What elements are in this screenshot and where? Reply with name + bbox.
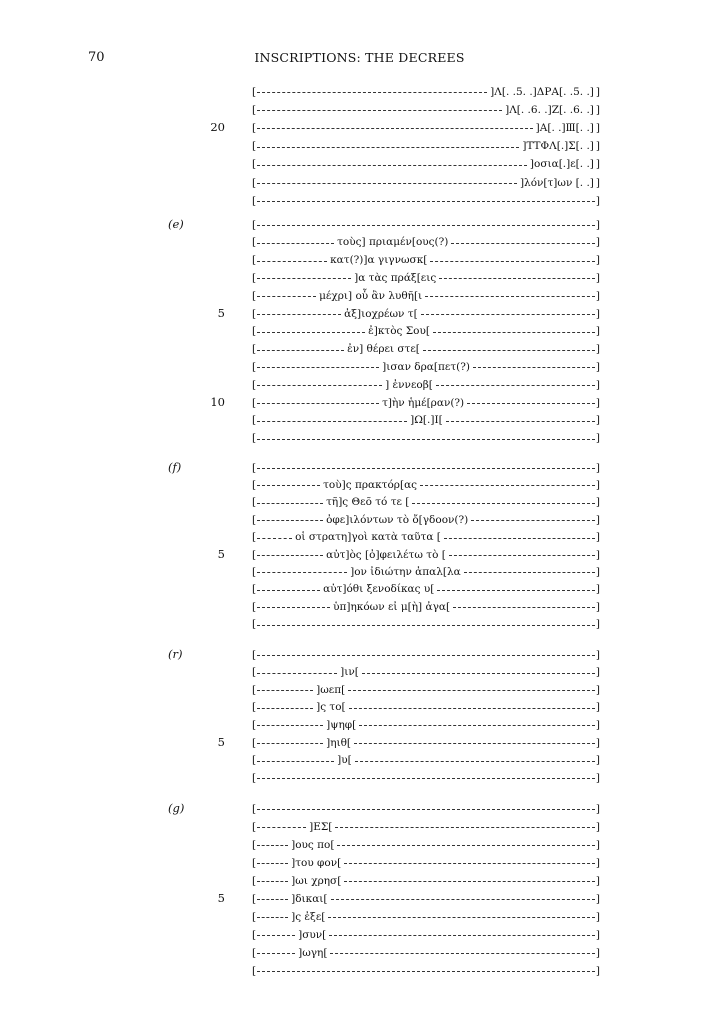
fragment-label: (f) bbox=[168, 460, 182, 474]
line-text: ]ς ἐξε[ bbox=[291, 910, 326, 923]
line-text: οἱ στρατη]γοὶ κατὰ ταῦτα [ bbox=[295, 531, 441, 544]
inscription-line: [ ]του φον[ ] bbox=[252, 856, 600, 869]
inscription-line: [ οἱ στρατη]γοὶ κατὰ ταῦτα [ ] bbox=[252, 531, 600, 544]
line-text: ]δικαι[ bbox=[291, 892, 328, 905]
inscription-line: [ ]ψηφ[ ] bbox=[252, 718, 600, 731]
line-text: ]ΕΣ[ bbox=[309, 820, 333, 833]
line-text: ]ον ἰδιώτην ἀπαλ[λα bbox=[350, 565, 461, 578]
line-text: ]Λ[. .5. .]ΔΡΑ[. .5. .] bbox=[490, 85, 594, 98]
inscription-line: [ τῆ]ς Θεõ τό τε [ ] bbox=[252, 496, 600, 509]
fragment-label: (r) bbox=[168, 647, 183, 661]
inscription-line: [ ] ἐννεοβ[ ] bbox=[252, 378, 600, 391]
line-text: ]οσια[.]ε[. .] bbox=[529, 158, 594, 171]
inscription-line: [ ] bbox=[252, 802, 600, 815]
running-title: INSCRIPTIONS: THE DECREES bbox=[254, 50, 465, 65]
inscription-line: [ ]ηιθ[ ] bbox=[252, 736, 600, 749]
inscription-line: [ ]ιν[ ] bbox=[252, 666, 600, 679]
line-text: ]ωι χρησ[ bbox=[291, 874, 342, 887]
inscription-line: [ ]ους πο[ ] bbox=[252, 838, 600, 851]
inscription-line: [ ] bbox=[252, 194, 600, 207]
inscription-line: [ ]οσια[.]ε[. .] ] bbox=[252, 158, 600, 171]
inscription-line: [ ]ισαν δρα[πετ(?) ] bbox=[252, 360, 600, 373]
line-number: 5 bbox=[217, 306, 225, 320]
line-text: ἐν] θέρει στε[ bbox=[347, 343, 420, 356]
inscription-line: [ τ]ὴν ἡμέ[ραν(?) ] bbox=[252, 396, 600, 409]
line-text: ὀφε]ιλόντων τὸ ὄ[γδοον(?) bbox=[326, 513, 469, 526]
line-text: ]Λ[. .6. .]Ζ[. .6. .] bbox=[505, 103, 594, 116]
inscription-line: [ ]α τὰς πράξ[εις ] bbox=[252, 271, 600, 284]
inscription-line: [ μέχρι] οὗ ἂν λυθῆ[ι ] bbox=[252, 289, 600, 302]
line-text: αὐτ]ὸς [ὀ]φειλέτω τὸ [ bbox=[326, 548, 446, 561]
line-text: ἐ]κτὸς Σου[ bbox=[368, 325, 430, 338]
inscription-line: [ ]υ[ ] bbox=[252, 754, 600, 767]
inscription-line: [ ] bbox=[252, 618, 600, 631]
inscription-line: [ ] bbox=[252, 771, 600, 784]
line-text: ]ΤΤΦΛ[.]Σ[. .] bbox=[522, 140, 594, 153]
line-number: 5 bbox=[217, 891, 225, 905]
inscription-line: [ ἐ]κτὸς Σου[ ] bbox=[252, 325, 600, 338]
line-text: ]ς το[ bbox=[316, 701, 346, 714]
inscription-line: [ ]Λ[. .5. .]ΔΡΑ[. .5. .] ] bbox=[252, 85, 600, 98]
line-text: ]του φον[ bbox=[291, 856, 342, 869]
line-text: ]ηιθ[ bbox=[326, 736, 352, 749]
inscription-line: [ ]ς το[ ] bbox=[252, 701, 600, 714]
line-text: ]ιν[ bbox=[340, 666, 359, 679]
line-text: ]ωγη[ bbox=[298, 946, 328, 959]
line-text: ]Α[. .]Ⅲ[. .] bbox=[535, 121, 594, 134]
inscription-line: [ ]ΤΤΦΛ[.]Σ[. .] ] bbox=[252, 140, 600, 153]
line-text: τῆ]ς Θεõ τό τε [ bbox=[326, 496, 410, 509]
inscription-line: [ ]ς ἐξε[ ] bbox=[252, 910, 600, 923]
page-number: 70 bbox=[88, 50, 105, 65]
inscription-line: [ ]δικαι[ ] bbox=[252, 892, 600, 905]
inscription-line: [ κατ(?)]α γιγνωσκ[ ] bbox=[252, 254, 600, 267]
inscription-line: [ τοὺς] πριαμέν[ους(?) ] bbox=[252, 236, 600, 249]
line-text: κατ(?)]α γιγνωσκ[ bbox=[330, 254, 428, 267]
inscription-line: [ ]ΕΣ[ ] bbox=[252, 820, 600, 833]
line-number: 10 bbox=[210, 395, 225, 409]
line-text: τοὺς] πριαμέν[ους(?) bbox=[337, 236, 449, 249]
line-number: 20 bbox=[210, 120, 225, 135]
line-text: ]α τὰς πράξ[εις bbox=[354, 271, 437, 284]
inscription-line: [ ] bbox=[252, 648, 600, 661]
line-number: 5 bbox=[217, 735, 225, 749]
inscription-line: [ ]ωεπ[ ] bbox=[252, 683, 600, 696]
inscription-line: [ ὑπ]ηκόων εἰ μ[ὴ] ἀγα[ ] bbox=[252, 600, 600, 613]
line-text: ]ους πο[ bbox=[291, 838, 335, 851]
line-text: ]ωεπ[ bbox=[316, 683, 346, 696]
inscription-line: [ ἀξ]ιοχρέων τ[ ] bbox=[252, 307, 600, 320]
line-text: ] ἐννεοβ[ bbox=[385, 378, 433, 391]
line-text: τ]ὴν ἡμέ[ραν(?) bbox=[382, 396, 465, 409]
inscription-line: [ τοὺ]ς πρακτόρ[ας ] bbox=[252, 478, 600, 491]
inscription-line: [ ] bbox=[252, 432, 600, 445]
line-text: ]ισαν δρα[πετ(?) bbox=[382, 360, 470, 373]
fragment-label: (e) bbox=[168, 217, 184, 231]
inscription-line: [ ἐν] θέρει στε[ ] bbox=[252, 343, 600, 356]
line-number: 5 bbox=[217, 547, 225, 561]
inscription-line: [ ]λόν[τ]ων [. .] ] bbox=[252, 176, 600, 189]
inscription-line: [ ]ωι χρησ[ ] bbox=[252, 874, 600, 887]
inscription-line: [ ] bbox=[252, 218, 600, 231]
line-text: ]υ[ bbox=[337, 754, 352, 767]
inscription-line: [ ]συν[ ] bbox=[252, 928, 600, 941]
line-text: ὑπ]ηκόων εἰ μ[ὴ] ἀγα[ bbox=[333, 600, 451, 613]
inscription-line: [ αὐτ]όθι ξενοδίκας υ[ ] bbox=[252, 583, 600, 596]
line-text: ]ψηφ[ bbox=[326, 718, 357, 731]
inscription-line: [ ]Ω[.]Ι[ ] bbox=[252, 414, 600, 427]
inscription-line: [ ὀφε]ιλόντων τὸ ὄ[γδοον(?) ] bbox=[252, 513, 600, 526]
line-text: ]λόν[τ]ων [. .] bbox=[519, 176, 594, 189]
line-text: ἀξ]ιοχρέων τ[ bbox=[344, 307, 418, 320]
inscription-line: [ ]Λ[. .6. .]Ζ[. .6. .] ] bbox=[252, 103, 600, 116]
line-text: αὐτ]όθι ξενοδίκας υ[ bbox=[323, 583, 435, 596]
inscription-line: [ ]ωγη[ ] bbox=[252, 946, 600, 959]
inscription-line: [ ]ον ἰδιώτην ἀπαλ[λα ] bbox=[252, 565, 600, 578]
fragment-label: (g) bbox=[168, 801, 185, 815]
inscription-line: [ ] bbox=[252, 461, 600, 474]
line-text: ]συν[ bbox=[298, 928, 327, 941]
inscription-line: [ ] bbox=[252, 964, 600, 977]
inscription-line: [ ]Α[. .]Ⅲ[. .] ] bbox=[252, 121, 600, 134]
line-text: τοὺ]ς πρακτόρ[ας bbox=[323, 478, 418, 491]
line-text: ]Ω[.]Ι[ bbox=[410, 414, 443, 427]
line-text: μέχρι] οὗ ἂν λυθῆ[ι bbox=[319, 289, 423, 302]
inscription-line: [ αὐτ]ὸς [ὀ]φειλέτω τὸ [ ] bbox=[252, 548, 600, 561]
